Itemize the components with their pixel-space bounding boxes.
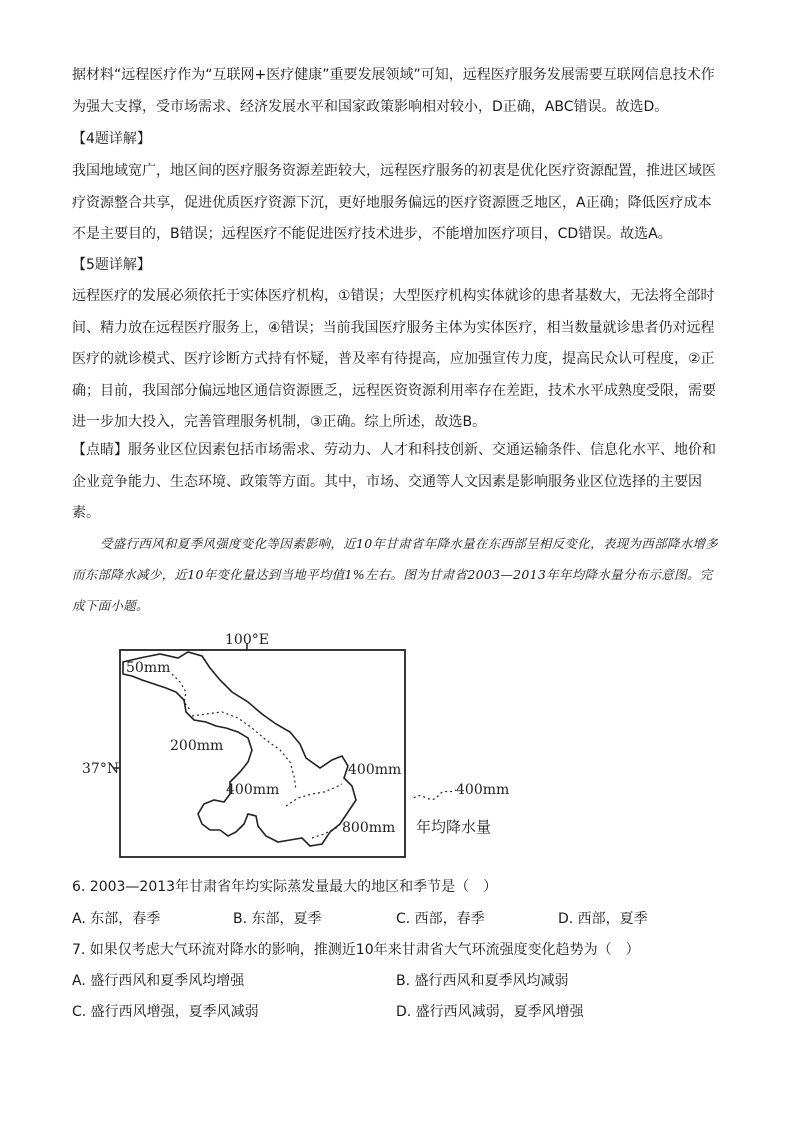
q7-option-d[interactable]: D. 盛行西风减弱，夏季风增强 <box>396 1004 584 1020</box>
q4-heading: 【4题详解】 <box>72 131 151 147</box>
q6-option-d[interactable]: D. 西部，夏季 <box>558 911 648 927</box>
label-400mm-east: 400mm <box>348 762 402 778</box>
map-svg <box>80 632 520 862</box>
question-7-stem: 7. 如果仅考虑大气环流对降水的影响，推测近10年来甘肃省大气环流强度变化趋势为（ ） <box>72 942 640 958</box>
legend-value: 400mm <box>456 782 510 798</box>
gansu-outline <box>123 652 356 846</box>
label-400mm-center: 400mm <box>226 782 280 798</box>
label-200mm: 200mm <box>170 738 224 754</box>
legend-label: 年均降水量 <box>416 818 492 836</box>
longitude-label: 100°E <box>225 632 269 648</box>
q7-option-a[interactable]: A. 盛行西风和夏季风均增强 <box>72 973 245 989</box>
label-800mm: 800mm <box>342 820 396 836</box>
q7-option-b[interactable]: B. 盛行西风和夏季风均减弱 <box>396 973 569 989</box>
gansu-precipitation-map <box>80 632 520 862</box>
tip-paragraph: 【点睛】服务业区位因素包括市场需求、劳动力、人才和科技创新、交通运输条件、信息化水平、地价和企业竞争能力、生态环境、政策等方面。其中，市场、交通等人文因素是影响服务业区位选择的主要因素。 <box>72 442 716 522</box>
latitude-label: 37°N <box>82 761 120 777</box>
q6-option-c[interactable]: C. 西部，春季 <box>396 911 485 927</box>
question-intro: 受盛行西风和夏季风强度变化等因素影响，近10年甘肃省年降水量在东西部呈相反变化，表现为西部降水增多而东部降水减少，近10年变化量达到当地平均值1%左右。图为甘肃省2003—2013年年均降水量分布示意图。完成下面小题。 <box>72 536 719 613</box>
q5-heading: 【5题详解】 <box>72 257 151 273</box>
legend-dotted-line <box>414 790 456 799</box>
isohyet-400 <box>286 784 342 806</box>
q6-option-a[interactable]: A. 东部，春季 <box>72 911 161 927</box>
q4-analysis: 我国地域宽广，地区间的医疗服务资源差距较大，远程医疗服务的初衷是优化医疗资源配置，推进区域医疗资源整合共享，促进优质医疗资源下沉，更好地服务偏远的医疗资源匮乏地区，A正确；降低医疗成本不是主要目的，B错误；远程医疗不能促进医疗技术进步，不能增加医疗项目，CD错误。故选A。 <box>72 163 716 243</box>
q7-option-c[interactable]: C. 盛行西风增强，夏季风减弱 <box>72 1004 259 1020</box>
q3-analysis-tail: 据材料“远程医疗作为“互联网+医疗健康”重要发展领域”可知，远程医疗服务发展需要互联网信息技术作为强大支撑，受市场需求、经济发展水平和国家政策影响相对较小，D正确，ABC错误。故选D。 <box>72 67 715 115</box>
label-50mm: 50mm <box>126 660 171 676</box>
question-6-stem: 6. 2003—2013年甘肃省年均实际蒸发量最大的地区和季节是（ ） <box>72 879 498 895</box>
q5-analysis: 远程医疗的发展必须依托于实体医疗机构，①错误；大型医疗机构实体就诊的患者基数大，无法将全部时间、精力放在远程医疗服务上，④错误；当前我国医疗服务主体为实体医疗，相当数量就诊患者仍对远程医疗的就诊模式、医疗诊断方式持有怀疑，普及率有待提高，应加强宣传力度，提高民众认可程度，②正确；目前，我国部分偏远地区通信资源匮乏，远程医资资源利用率存在差距，技术水平成熟度受限，需要进一步加大投入，完善管理服务机制，③正确。综上所述，故选B。 <box>72 288 716 431</box>
q6-option-b[interactable]: B. 东部，夏季 <box>233 911 322 927</box>
